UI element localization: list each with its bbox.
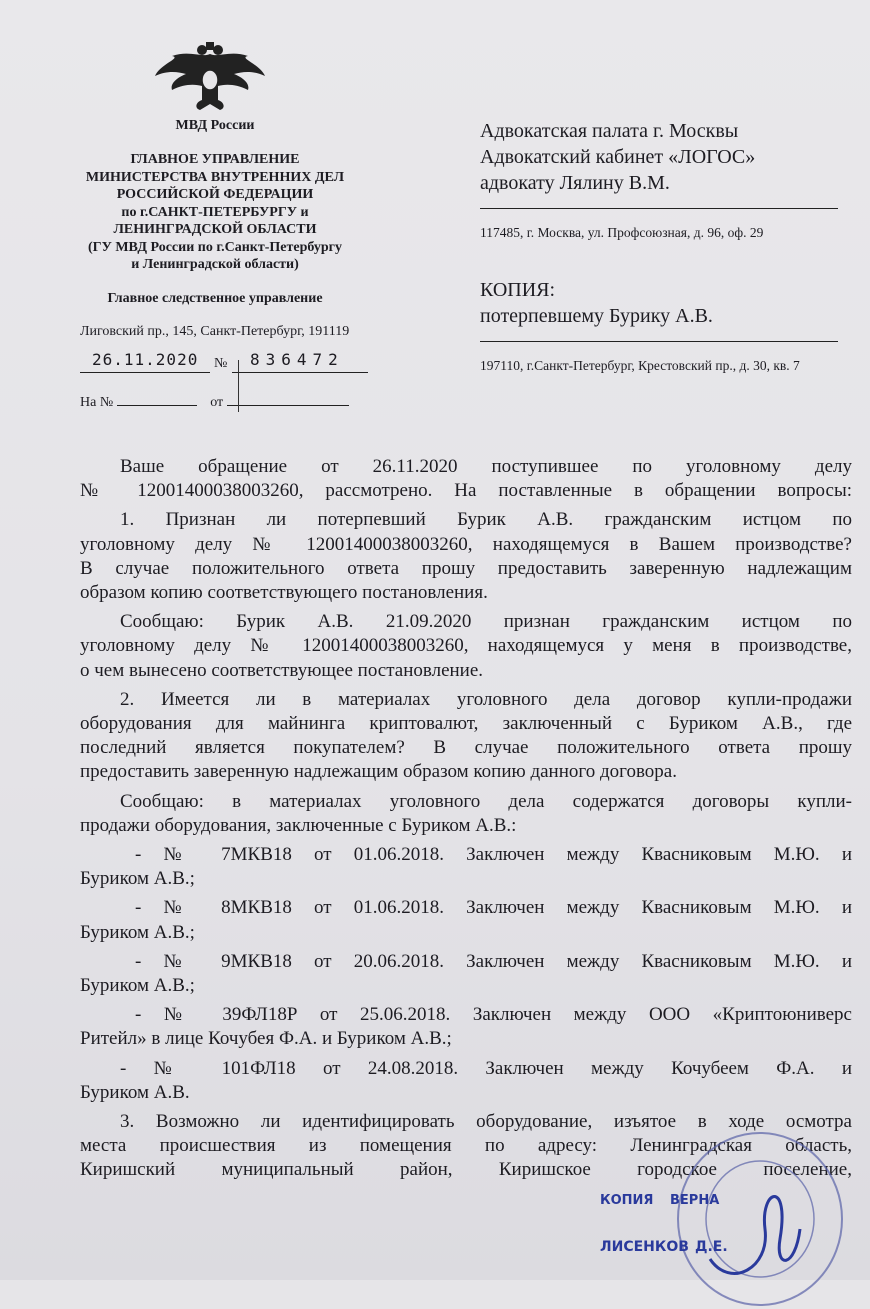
text-line: - № 9МКВ18 от 20.06.2018. Заключен между Квасниковым М.Ю. и — [135, 950, 852, 972]
org-line: и Ленинградской области) — [131, 257, 299, 272]
organization-name — [60, 151, 370, 274]
sender-block — [60, 118, 370, 340]
org-line: МИНИСТЕРСТВА ВНУТРЕННИХ ДЕЛ — [85, 169, 345, 185]
text-line: Буриком А.В.; — [80, 868, 195, 890]
text-line: продажи оборудования, заключенные с Буриком А.В.: — [80, 814, 517, 836]
text-line: Ритейл» в лице Кочубея Ф.А. и Буриком А.В.; — [80, 1028, 452, 1050]
paragraph — [80, 950, 852, 998]
certification-stamp — [600, 1189, 850, 1269]
paragraph — [80, 790, 852, 838]
reference-label: На № — [80, 395, 114, 410]
copy-label: КОПИЯ: — [480, 279, 556, 301]
org-line: ЛЕНИНГРАДСКОЙ ОБЛАСТИ — [113, 222, 317, 237]
text-line: последний является покупателем? В случае положительного ответа прошу — [80, 737, 852, 759]
paragraph — [80, 1057, 852, 1105]
text-line: Киришский муниципальный район, Киришское городское поселение, — [80, 1159, 852, 1181]
org-line: ГЛАВНОЕ УПРАВЛЕНИЕ — [130, 152, 300, 167]
department-name: Главное следственное управление — [107, 290, 323, 306]
text-line: уголовному делу № 12001400038003260, находящемуся у меня в производстве, — [80, 635, 852, 657]
org-line: (ГУ МВД России по г.Санкт-Петербургу — [88, 239, 342, 255]
text-line: оборудования для майнинга криптовалют, заключенный с Буриком А.В., где — [80, 713, 852, 735]
letter-body — [80, 455, 852, 1269]
recipient-address: 117485, г. Москва, ул. Профсоюзная, д. 96, оф. 29 — [480, 225, 764, 240]
copy-recipient: потерпевшему Бурику А.В. — [480, 305, 713, 327]
paragraph — [80, 610, 852, 683]
text-line: о чем вынесено соответствующее постановление. — [80, 659, 484, 681]
text-line: Буриком А.В. — [80, 1081, 190, 1103]
sender-address: Лиговский пр., 145, Санкт-Петербург, 191119 — [80, 323, 350, 339]
text-line: уголовному делу № 12001400038003260, находящемуся в Вашем производстве? — [80, 533, 852, 555]
text-line: образом копию соответствующего постановления. — [80, 582, 488, 604]
recipient-block — [480, 118, 850, 376]
text-line: - № 8МКВ18 от 01.06.2018. Заключен между Квасниковым М.Ю. и — [135, 897, 852, 919]
text-line: 2. Имеется ли в материалах уголовного дела договор купли-продажи — [120, 688, 852, 710]
text-line: - № 101ФЛ18 от 24.08.2018. Заключен между Кочубеем Ф.А. и — [120, 1057, 852, 1079]
copy-address: 197110, г.Санкт-Петербург, Крестовский пр., д. 30, кв. 7 — [480, 358, 800, 373]
text-line: 1. Признан ли потерпевший Бурик А.В. гражданским истцом по — [120, 509, 852, 531]
text-line: 3. Возможно ли идентифицировать оборудование, изъятое в ходе осмотра — [120, 1111, 852, 1133]
paragraph — [80, 508, 852, 605]
recipient-line: адвокату Лялину В.М. — [480, 172, 670, 194]
round-seal-icon — [670, 1119, 850, 1309]
paragraph — [80, 455, 852, 503]
stamp-copy: КОПИЯ — [600, 1192, 654, 1208]
text-line: Сообщаю: в материалах уголовного дела содержатся договоры купли- — [120, 790, 852, 812]
stamp-name: ЛИСЕНКОВ — [600, 1238, 689, 1255]
paragraph — [80, 896, 852, 944]
text-line: места происшествия из помещения по адресу: Ленинградская область, — [80, 1135, 852, 1157]
org-line: по г.САНКТ-ПЕТЕРБУРГУ и — [121, 204, 309, 220]
ministry-name: МВД России — [175, 118, 255, 133]
text-line: В случае положительного ответа прошу предоставить заверенную надлежащим — [80, 557, 852, 579]
text-line: Сообщаю: Бурик А.В. 21.09.2020 признан гражданским истцом по — [120, 611, 852, 633]
paragraph — [80, 1003, 852, 1051]
outgoing-number: 836472 — [250, 350, 344, 369]
paragraph — [80, 688, 852, 785]
number-label: № — [214, 356, 228, 371]
text-line: Ваше обращение от 26.11.2020 поступившее по уголовному делу — [120, 456, 852, 477]
text-line: предоставить заверенную надлежащим образом копию данного договора. — [80, 761, 677, 783]
reference-row — [80, 395, 370, 411]
text-line: Буриком А.В.; — [80, 921, 195, 943]
outgoing-date: 26.11.2020 — [92, 350, 199, 369]
stamp-true: ВЕРНА — [670, 1192, 720, 1208]
text-line: - № 7МКВ18 от 01.06.2018. Заключен между Квасниковым М.Ю. и — [135, 844, 852, 866]
text-line: - № 39ФЛ18Р от 25.06.2018. Заключен между ООО «Криптоюниверс — [135, 1004, 852, 1026]
mvd-emblem-icon — [150, 40, 270, 115]
registration-row — [80, 350, 370, 376]
recipient-line: Адвокатский кабинет «ЛОГОС» — [480, 146, 756, 168]
recipient-line: Адвокатская палата г. Москвы — [480, 120, 739, 142]
paragraph — [80, 843, 852, 891]
letter-text — [80, 455, 852, 1183]
text-line: Буриком А.В.; — [80, 975, 195, 997]
from-label: от — [210, 395, 224, 410]
org-line: РОССИЙСКОЙ ФЕДЕРАЦИИ — [116, 187, 314, 202]
stamp-initials: Д.Е. — [695, 1238, 728, 1255]
text-line: № 12001400038003260, рассмотрено. На поставленные в обращении вопросы: — [80, 480, 852, 502]
